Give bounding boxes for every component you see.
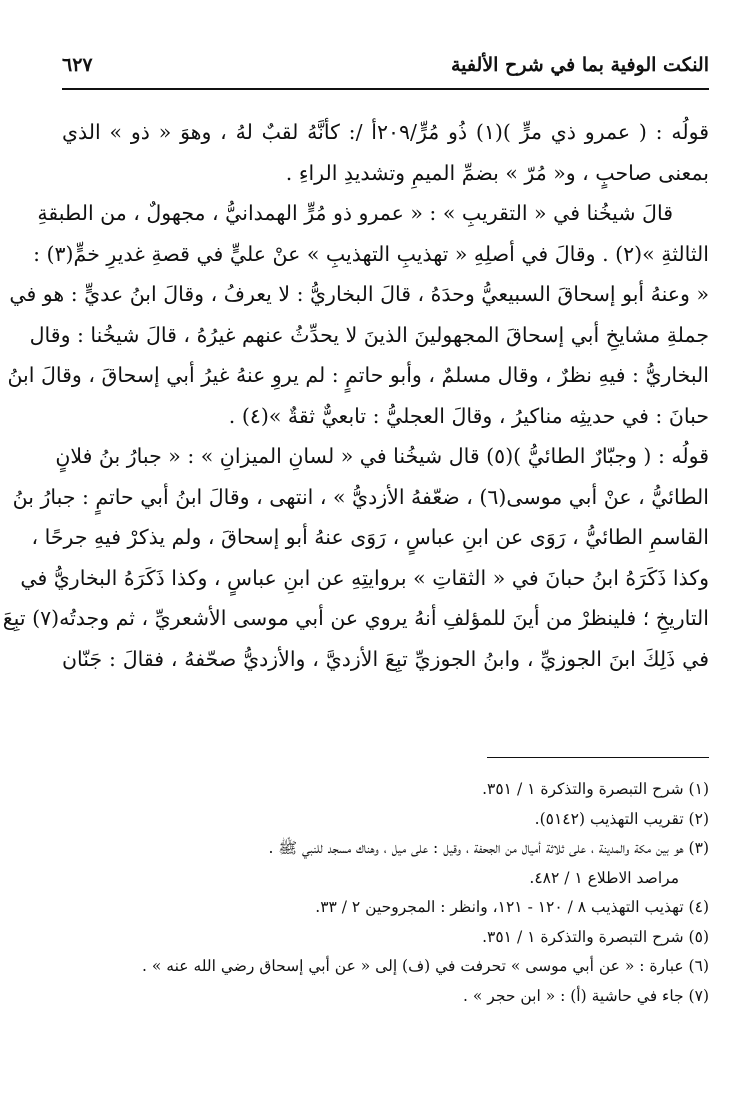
text-line: الطائيُّ ، عنْ أبي موسى(٦) ، ضعّفهُ الأزديُّ » ، انتهى ، وقالَ ابنُ أبي حاتمٍ : جبارُ بنُ	[12, 484, 709, 509]
text-line: التاريخِ ؛ فلينظرْ من أينَ للمؤلفِ أنهُ يروي عن أبي موسى الأشعريِّ ، ثم وجدتُه(٧) تبِعَ	[2, 606, 709, 630]
footnote: (٣) هو بين مكة والمدينة ، على ثلاثة أميال من الجحفة ، وقيل : على ميل ، وهناك مسجد للنبي ﷺ .	[268, 839, 709, 857]
page-number: ٦٢٧	[62, 54, 93, 76]
text-line: جملةِ مشايخِ أبي إسحاقَ المجهولينَ الذينَ لا يحدِّثُ عنهم غيرُهُ ، قالَ شيخُنا : وقال	[29, 322, 709, 347]
text-line: الثالثةِ »(٢) . وقالَ في أصلِهِ « تهذيبِ التهذيبِ » عنْ عليٍّ في قصةِ غديرِ خمٍّ(٣) :	[33, 241, 709, 266]
text-line: وكذا ذَكَرَهُ ابنُ حبانَ في « الثقاتِ » بروايتِهِ عن ابنِ عباسٍ ، وكذا ذَكَرَهُ البخاريُّ في	[20, 565, 709, 590]
footnote: (٦) عبارة : « عن أبي موسى » تحرفت في (ف) إلى « عن أبي إسحاق رضي الله عنه » .	[142, 957, 709, 975]
text-line: القاسمِ الطائيُّ ، رَوَى عن ابنِ عباسٍ ، رَوَى عنهُ أبو إسحاقَ ، ولم يذكرْ فيهِ جرحًا ،	[31, 525, 709, 549]
footnote-continuation: مراصد الاطلاع ١ / ٤٨٢.	[529, 868, 679, 887]
footnote: (٥) شرح التبصرة والتذكرة ١ / ٣٥١.	[482, 927, 709, 946]
text-line: البخاريُّ : فيهِ نظرٌ ، وقال مسلمٌ ، وأبو حاتمٍ : لم يروِ عنهُ غيرُ أبي إسحاقَ ، وقالَ ابنُ	[7, 363, 709, 387]
text-line: في ذَلِكَ ابنَ الجوزيِّ ، وابنُ الجوزيِّ تبِعَ الأزديَّ ، والأزديُّ صحّفهُ ، فقالَ : جَنّان	[62, 646, 709, 671]
footnote-separator	[487, 757, 709, 758]
text-line: حبانَ : في حديثِه مناكيرُ ، وقالَ العجليُّ : تابعيٌّ ثقةٌ »(٤) .	[228, 403, 709, 428]
main-text	[2, 112, 710, 679]
text-line: « وعنهُ أبو إسحاقَ السبيعيُّ وحدَهُ ، قالَ البخاريُّ : لا يعرفُ ، وقالَ ابنُ عديٍّ : هو في	[9, 282, 709, 306]
footnote: (٧) جاء في حاشية (أ) : « ابن حجر » .	[463, 986, 709, 1005]
running-header	[62, 48, 709, 90]
text-line: قولُه : ( عمرو ذي مرٍّ )(١) ذُو مُرٍّ/٢٠٩أ /: كأنَّهُ لقبٌ لهُ ، وهوَ « ذو » الذي	[62, 120, 710, 144]
footnote: (١) شرح التبصرة والتذكرة ١ / ٣٥١.	[482, 780, 709, 798]
text-line: قولُه : ( وجبّارٌ الطائيُّ )(٥) قال شيخُنا في « لسانِ الميزانِ » : « جبارُ بنُ فلانٍ	[55, 444, 709, 468]
text-line: قالَ شيخُنا في « التقريبِ » : « عمرو ذو مُرٍّ الهمدانيُّ ، مجهولٌ ، من الطبقةِ	[37, 201, 673, 225]
footnote: (٢) تقريب التهذيب (٥١٤٢).	[534, 809, 709, 828]
footnote: (٤) تهذيب التهذيب ٨ / ١٢٠ - ١٢١، وانظر : المجروحين ٢ / ٣٣.	[315, 898, 709, 916]
footnotes	[52, 775, 709, 1011]
text-line: بمعنى صاحبٍ ، و« مُرّ » بضمِّ الميمِ وتشديدِ الراءِ .	[285, 160, 709, 185]
book-title: النكت الوفية بما في شرح الألفية	[451, 54, 709, 76]
